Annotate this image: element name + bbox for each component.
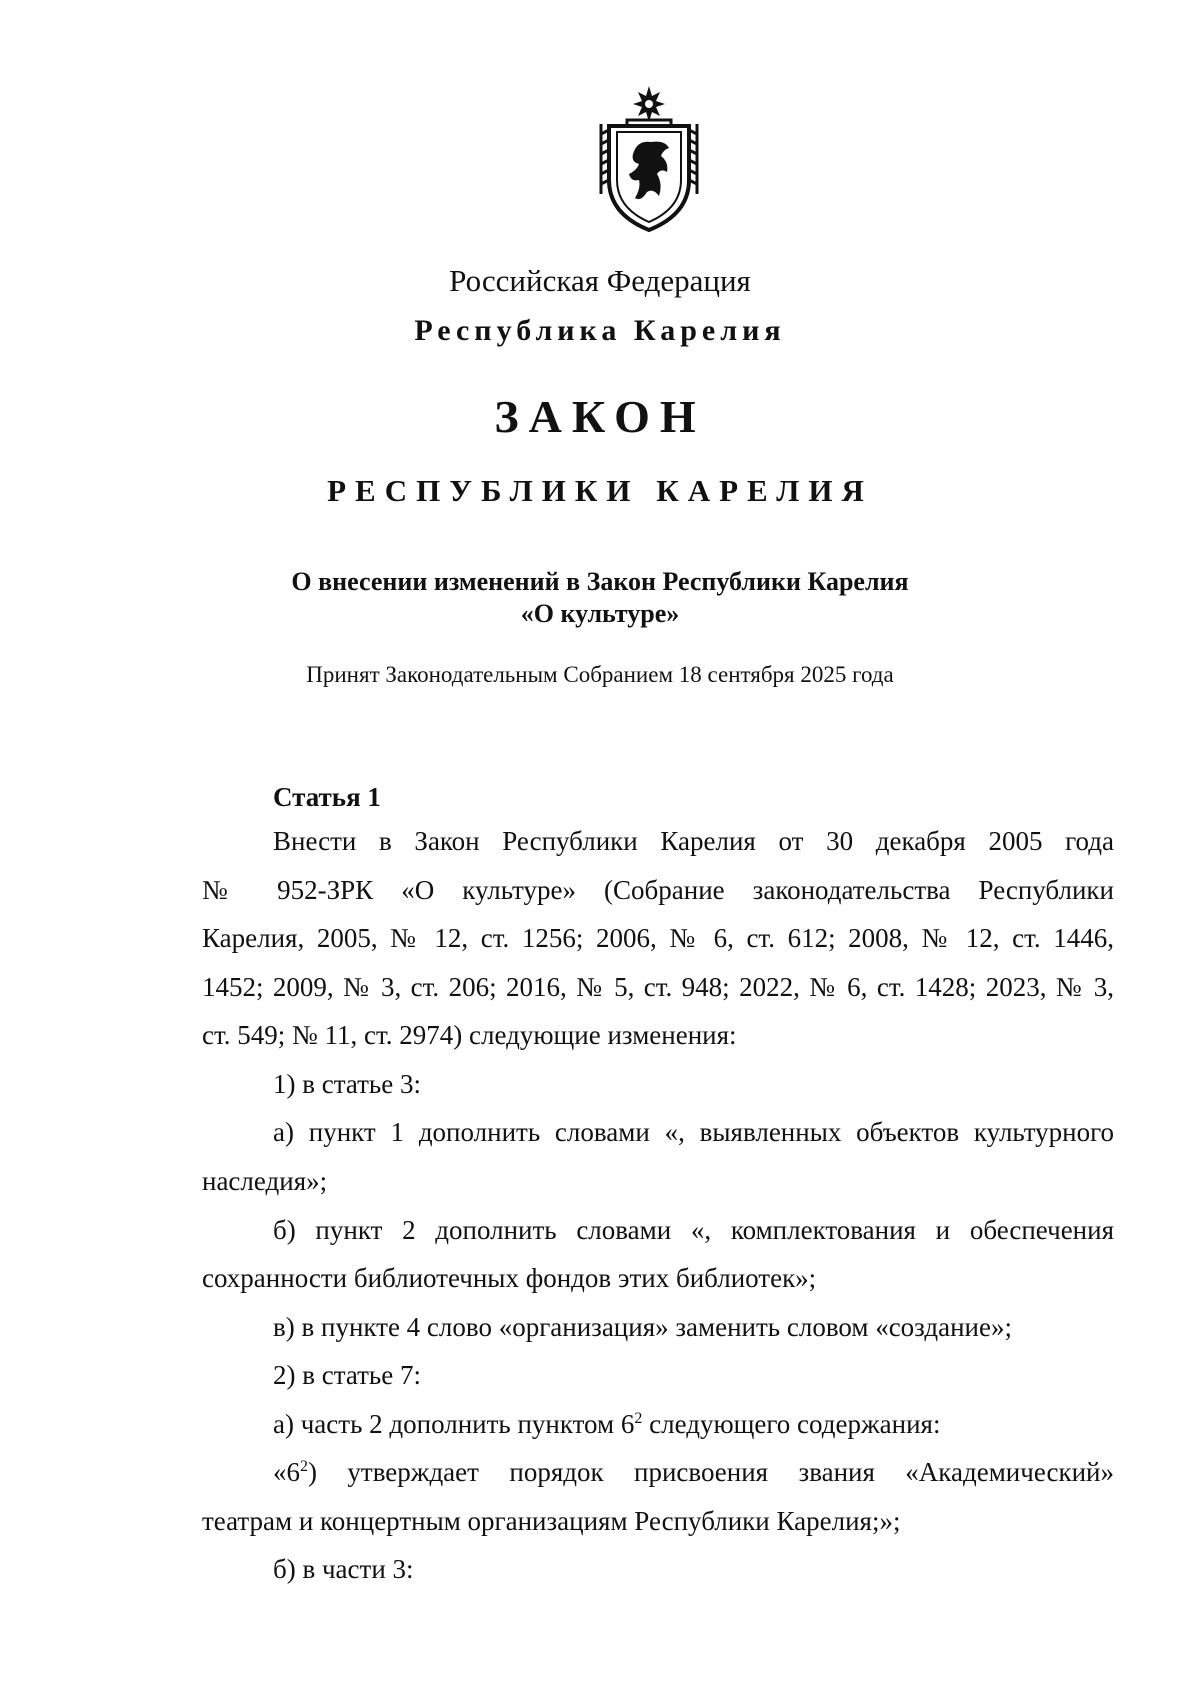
adoption-note: Принят Законодательным Собранием 18 сентября 2025 года <box>306 662 894 687</box>
quote-line-1-start <box>273 1448 308 1496</box>
item-2: 2) в статье 7: <box>273 1360 421 1390</box>
item-2a-superscript: 2 <box>634 1410 643 1427</box>
intro-line-5: ст. 549; № 11, ст. 2974) следующие изменения: <box>202 1020 737 1050</box>
quote-superscript: 2 <box>300 1458 308 1475</box>
item-2a-prefix: а) часть 2 дополнить пунктом 6 <box>273 1409 635 1439</box>
document-title-line-1: О внесении изменений в Закон Республики Карелия <box>291 567 909 596</box>
item-2a <box>273 1400 940 1448</box>
item-1b-line-1: б) пункт 2 дополнить словами «, комплектования и обеспечения <box>273 1215 1114 1245</box>
law-subtitle: РЕСПУБЛИКИ КАРЕЛИЯ <box>327 473 873 508</box>
republic-name: Республика Карелия <box>414 314 786 347</box>
item-1: 1) в статье 3: <box>273 1069 421 1099</box>
quote-line-1-rest: ) утверждает порядок присвоения звания «Академический» <box>308 1457 1114 1487</box>
article-heading: Статья 1 <box>273 782 381 812</box>
item-1c: в) в пункте 4 слово «организация» заменить словом «создание»; <box>273 1312 1012 1342</box>
item-1a-line-1: а) пункт 1 дополнить словами «, выявленных объектов культурного <box>273 1117 1114 1147</box>
document-title-line-2: «О культуре» <box>520 599 680 628</box>
country-name: Российская Федерация <box>449 263 751 298</box>
item-1b-line-2: сохранности библиотечных фондов этих библиотек»; <box>202 1263 817 1293</box>
item-2b: б) в части 3: <box>273 1554 414 1584</box>
quote-line-1 <box>273 1448 1114 1496</box>
intro-line-1: Внести в Закон Республики Карелия от 30 декабря 2005 года <box>273 826 1114 856</box>
karelia-coat-of-arms-icon <box>597 84 701 234</box>
item-2a-suffix: следующего содержания: <box>642 1409 941 1439</box>
quote-prefix: «6 <box>273 1457 300 1487</box>
intro-line-2: № 952-ЗРК «О культуре» (Собрание законодательства Республики <box>202 875 1114 905</box>
law-title: ЗАКОН <box>494 391 706 442</box>
item-1a-line-2: наследия»; <box>202 1166 328 1196</box>
quote-line-2: театрам и концертным организациям Республики Карелия;»; <box>202 1506 901 1536</box>
intro-line-3: Карелия, 2005, № 12, ст. 1256; 2006, № 6, ст. 612; 2008, № 12, ст. 1446, <box>202 923 1114 953</box>
intro-line-4: 1452; 2009, № 3, ст. 206; 2016, № 5, ст. 948; 2022, № 6, ст. 1428; 2023, № 3, <box>202 972 1114 1002</box>
